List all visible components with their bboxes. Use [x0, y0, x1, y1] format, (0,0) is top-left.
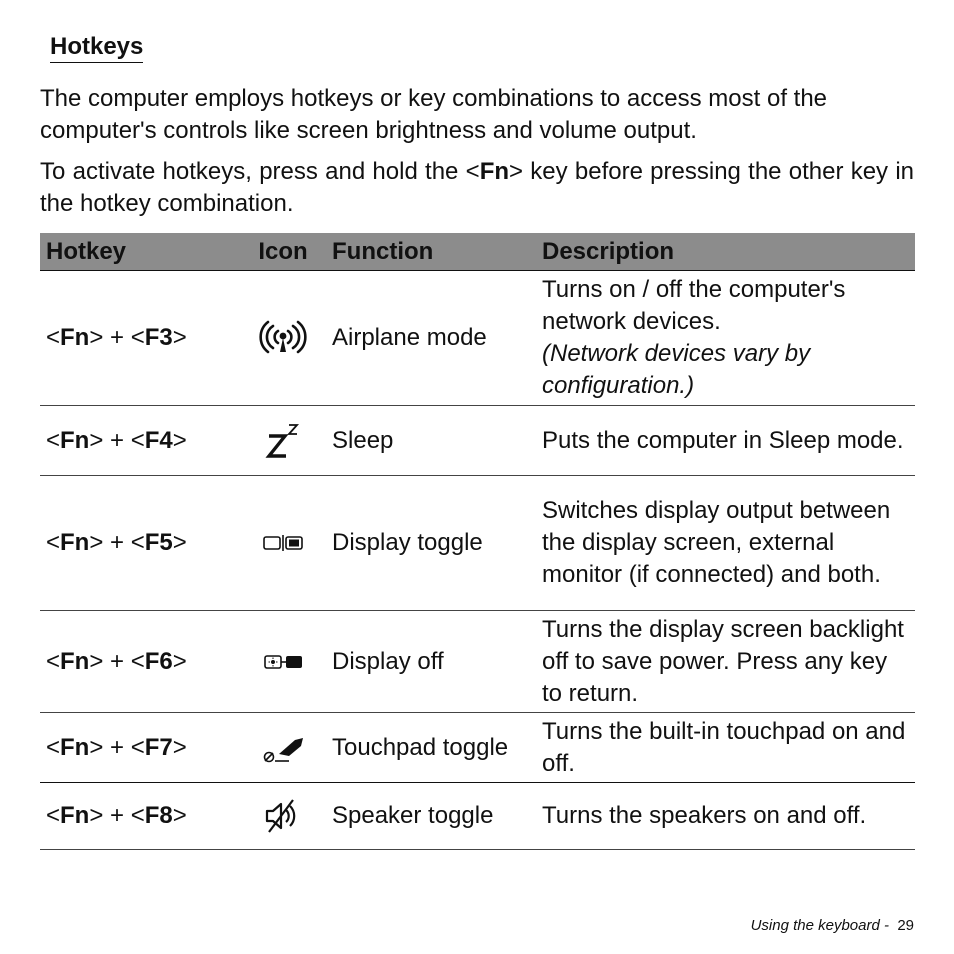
hotkey-cell: <Fn> + <F8> — [40, 783, 240, 850]
description-cell: Turns the display screen backlight off to save power. Press any key to return. — [536, 611, 915, 713]
hotkeys-table — [40, 233, 915, 850]
function-key: F4 — [144, 426, 173, 454]
footer-label: Using the keyboard - — [750, 917, 889, 934]
function-cell: Airplane mode — [326, 271, 536, 406]
icon-cell — [240, 406, 326, 476]
sleep-icon — [259, 421, 307, 461]
activate-paragraph — [40, 156, 914, 220]
header-function: Function — [326, 233, 536, 271]
function-cell: Display off — [326, 611, 536, 713]
header-icon: Icon — [240, 233, 326, 271]
modifier-key: Fn — [60, 647, 90, 675]
table-row — [40, 611, 915, 713]
table-header-row — [40, 233, 915, 271]
hotkey-cell: <Fn> + <F4> — [40, 406, 240, 476]
activate-key: Fn — [479, 158, 510, 185]
hotkey-cell: <Fn> + <F6> — [40, 611, 240, 713]
icon-cell — [240, 783, 326, 850]
function-cell: Touchpad toggle — [326, 713, 536, 783]
description-text: Turns on / off the computer's network devices. — [542, 276, 846, 335]
header-description: Description — [536, 233, 915, 271]
modifier-key: Fn — [60, 802, 90, 829]
function-key: F3 — [144, 324, 173, 351]
function-key: F7 — [144, 733, 173, 761]
icon-cell — [240, 611, 326, 713]
function-key: F5 — [144, 529, 173, 556]
description-cell: Turns the speakers on and off. — [536, 783, 915, 850]
touchpad-toggle-icon — [259, 728, 307, 768]
display-toggle-icon — [259, 523, 307, 563]
table-row — [40, 271, 915, 406]
header-hotkey: Hotkey — [40, 233, 240, 271]
hotkey-cell: <Fn> + <F7> — [40, 713, 240, 783]
function-cell: Speaker toggle — [326, 783, 536, 850]
description-cell: Puts the computer in Sleep mode. — [536, 406, 915, 476]
icon-cell — [240, 713, 326, 783]
hotkey-cell: <Fn> + <F3> — [40, 271, 240, 406]
icon-cell — [240, 271, 326, 406]
modifier-key: Fn — [60, 529, 90, 556]
function-key: F8 — [144, 802, 173, 829]
activate-text-before: To activate hotkeys, press and hold the < — [40, 158, 480, 185]
table-row — [40, 713, 915, 783]
table-row — [40, 406, 915, 476]
display-off-icon — [259, 642, 307, 682]
hotkey-cell: <Fn> + <F5> — [40, 476, 240, 611]
function-cell: Display toggle — [326, 476, 536, 611]
table-row — [40, 476, 915, 611]
table-row — [40, 783, 915, 850]
airplane-mode-icon — [259, 318, 307, 358]
page-number: 29 — [897, 917, 914, 934]
function-key: F6 — [144, 647, 173, 675]
speaker-toggle-icon — [259, 796, 307, 836]
description-cell — [536, 271, 915, 406]
icon-cell — [240, 476, 326, 611]
activate-text-after: > key before pressing the other key in the hotkey combination. — [40, 158, 914, 217]
intro-paragraph: The computer employs hotkeys or key combinations to access most of the computer's controls like screen brightness and volume output. — [40, 85, 828, 144]
description-note: (Network devices vary by configuration.) — [542, 340, 811, 399]
modifier-key: Fn — [60, 733, 90, 761]
page-footer — [751, 917, 914, 934]
page-heading: Hotkeys — [50, 33, 143, 63]
modifier-key: Fn — [60, 324, 90, 351]
description-cell: Turns the built-in touchpad on and off. — [536, 713, 915, 783]
modifier-key: Fn — [60, 426, 90, 454]
description-cell: Switches display output between the display screen, external monitor (if connected) and both. — [536, 476, 915, 611]
function-cell: Sleep — [326, 406, 536, 476]
